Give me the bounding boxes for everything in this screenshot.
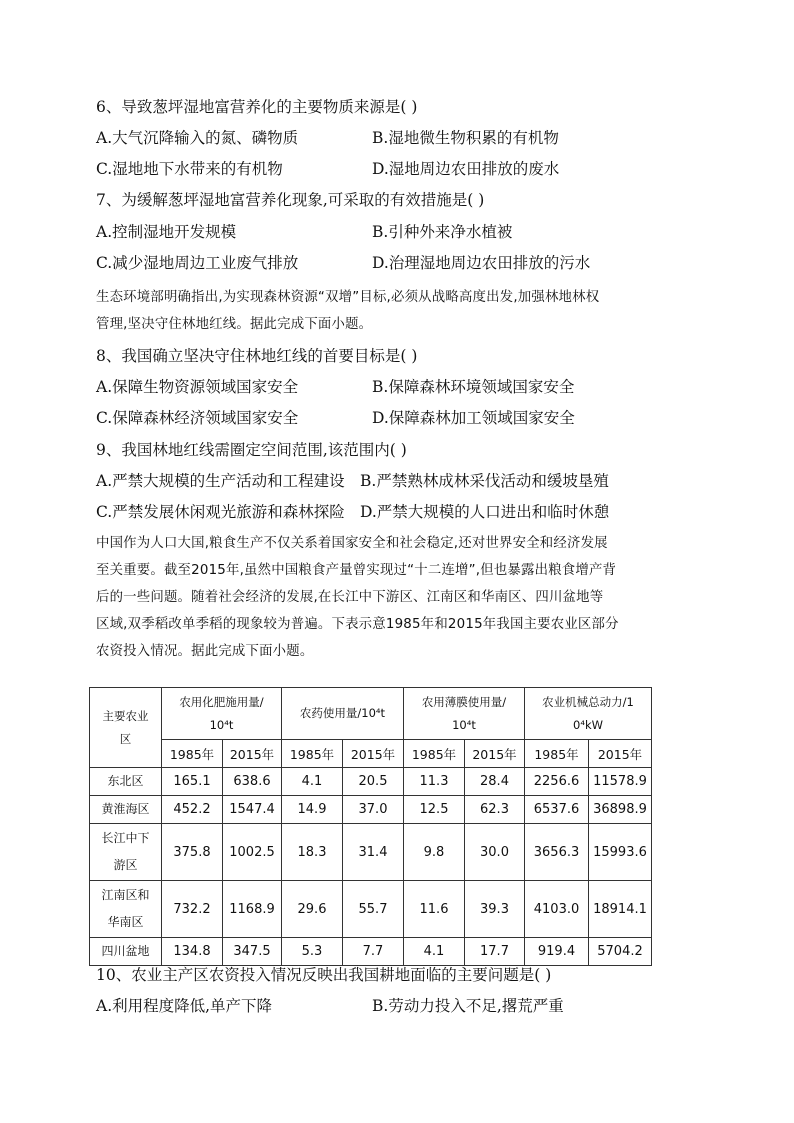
region-cell (90, 824, 162, 881)
value-cell: 29.6 (282, 881, 343, 938)
question-9-option-b: B.严禁熟林成林采伐活动和缓坡垦殖 (360, 472, 609, 490)
value-cell: 7.7 (343, 938, 404, 966)
region-line: 四川盆地 (101, 944, 150, 958)
question-10-option-a: A.利用程度降低,单产下降 (96, 997, 273, 1015)
value-cell: 12.5 (404, 796, 465, 824)
year-header: 2015年 (589, 740, 652, 768)
value-cell: 5704.2 (589, 938, 652, 966)
value-cell: 31.4 (343, 824, 404, 881)
question-8-option-a: A.保障生物资源领域国家安全 (96, 378, 299, 396)
question-8-option-b: B.保障森林环境领域国家安全 (372, 378, 575, 396)
value-cell: 37.0 (343, 796, 404, 824)
value-cell: 62.3 (465, 796, 525, 824)
question-10-stem: 10、农业主产区农资投入情况反映出我国耕地面临的主要问题是( ) (96, 966, 552, 984)
question-9-option-d: D.严禁大规模的人口进出和临时休憩 (360, 503, 610, 521)
value-cell: 452.2 (162, 796, 223, 824)
header-line: 0⁴kW (573, 717, 603, 732)
value-cell: 4.1 (404, 938, 465, 966)
header-pesticide (282, 688, 404, 740)
value-cell: 15993.6 (589, 824, 652, 881)
value-cell: 1547.4 (223, 796, 282, 824)
value-cell: 4103.0 (525, 881, 589, 938)
value-cell: 55.7 (343, 881, 404, 938)
region-line: 游区 (113, 858, 138, 872)
value-cell: 165.1 (162, 768, 223, 796)
table-row (90, 824, 652, 881)
year-header: 2015年 (223, 740, 282, 768)
question-10-option-b: B.劳动力投入不足,撂荒严重 (372, 997, 564, 1015)
header-line: 主要农业 (102, 708, 149, 723)
question-6-option-b: B.湿地微生物积累的有机物 (372, 129, 559, 147)
value-cell: 3656.3 (525, 824, 589, 881)
question-6-option-a: A.大气沉降输入的氮、磷物质 (96, 129, 299, 147)
region-line: 华南区 (107, 915, 144, 929)
question-9-stem: 9、我国林地红线需圈定空间范围,该范围内( ) (96, 441, 407, 459)
question-7-stem: 7、为缓解葱坪湿地富营养化现象,可采取的有效措施是( ) (96, 191, 485, 209)
passage-line: 农资投入情况。据此完成下面小题。 (96, 644, 314, 659)
value-cell: 20.5 (343, 768, 404, 796)
question-8-option-c: C.保障森林经济领域国家安全 (96, 409, 299, 427)
table-row (90, 768, 652, 796)
region-cell (90, 796, 162, 824)
table-row (90, 938, 652, 966)
header-line: 农业机械总动力/1 (542, 694, 634, 709)
value-cell: 9.8 (404, 824, 465, 881)
value-cell: 5.3 (282, 938, 343, 966)
question-6-stem: 6、导致葱坪湿地富营养化的主要物质来源是( ) (96, 98, 418, 116)
value-cell: 11.3 (404, 768, 465, 796)
region-cell (90, 881, 162, 938)
value-cell: 134.8 (162, 938, 223, 966)
question-8-stem: 8、我国确立坚决守住林地红线的首要目标是( ) (96, 347, 418, 365)
region-line: 黄淮海区 (101, 802, 150, 816)
region-cell (90, 938, 162, 966)
header-fertilizer (162, 688, 282, 740)
question-9-option-c: C.严禁发展休闲观光旅游和森林探险 (96, 503, 345, 521)
value-cell: 11.6 (404, 881, 465, 938)
region-line: 东北区 (107, 774, 144, 788)
header-machinery (525, 688, 652, 740)
value-cell: 17.7 (465, 938, 525, 966)
passage-line: 至关重要。截至2015年,虽然中国粮食产量曾实现过“十二连增”,但也暴露出粮食增产背 (96, 563, 617, 578)
region-line: 江南区和 (101, 888, 150, 902)
value-cell: 18914.1 (589, 881, 652, 938)
value-cell: 6537.6 (525, 796, 589, 824)
value-cell: 36898.9 (589, 796, 652, 824)
year-header: 1985年 (525, 740, 589, 768)
value-cell: 30.0 (465, 824, 525, 881)
question-7-option-d: D.治理湿地周边农田排放的污水 (372, 254, 591, 272)
header-line: 农药使用量/10⁴t (299, 706, 386, 720)
value-cell: 638.6 (223, 768, 282, 796)
table-row (90, 796, 652, 824)
question-8-option-d: D.保障森林加工领域国家安全 (372, 409, 575, 427)
passage-line: 后的一些问题。随着社会经济的发展,在长江中下游区、江南区和华南区、四川盆地等 (96, 590, 604, 605)
value-cell: 375.8 (162, 824, 223, 881)
value-cell: 1002.5 (223, 824, 282, 881)
passage-line: 区域,双季稻改单季稻的现象较为普遍。下表示意1985年和2015年我国主要农业区部分 (96, 617, 619, 632)
region-cell (90, 768, 162, 796)
question-9-option-a: A.严禁大规模的生产活动和工程建设 (96, 472, 345, 490)
value-cell: 732.2 (162, 881, 223, 938)
year-header: 1985年 (162, 740, 223, 768)
header-line: 10⁴t (452, 717, 476, 732)
value-cell: 2256.6 (525, 768, 589, 796)
question-6-option-d: D.湿地周边农田排放的废水 (372, 160, 560, 178)
passage-line: 中国作为人口大国,粮食生产不仅关系着国家安全和社会稳定,还对世界安全和经济发展 (96, 536, 608, 551)
value-cell: 347.5 (223, 938, 282, 966)
value-cell: 4.1 (282, 768, 343, 796)
region-line: 长江中下 (101, 831, 150, 845)
question-6-option-c: C.湿地地下水带来的有机物 (96, 160, 283, 178)
header-line: 农用化肥施用量/ (179, 694, 264, 709)
question-7-option-b: B.引种外来净水植被 (372, 223, 513, 241)
header-line: 10⁴t (209, 717, 234, 732)
year-header: 1985年 (282, 740, 343, 768)
passage-line: 生态环境部明确指出,为实现森林资源“双增”目标,必须从战略高度出发,加强林地林权 (96, 290, 600, 305)
year-header: 1985年 (404, 740, 465, 768)
passage-forest-redline (96, 284, 700, 338)
year-header: 2015年 (465, 740, 525, 768)
value-cell: 1168.9 (223, 881, 282, 938)
header-line: 区 (119, 731, 132, 746)
value-cell: 919.4 (525, 938, 589, 966)
passage-grain-production (96, 530, 700, 665)
question-7-option-c: C.减少湿地周边工业废气排放 (96, 254, 299, 272)
question-7-option-a: A.控制湿地开发规模 (96, 223, 237, 241)
table-corner-header (90, 688, 162, 768)
value-cell: 18.3 (282, 824, 343, 881)
value-cell: 28.4 (465, 768, 525, 796)
passage-line: 管理,坚决守住林地红线。据此完成下面小题。 (96, 317, 373, 332)
value-cell: 14.9 (282, 796, 343, 824)
table-row (90, 881, 652, 938)
value-cell: 11578.9 (589, 768, 652, 796)
year-header: 2015年 (343, 740, 404, 768)
header-line: 农用薄膜使用量/ (421, 694, 507, 709)
header-film (404, 688, 525, 740)
agri-input-table (89, 687, 652, 966)
value-cell: 39.3 (465, 881, 525, 938)
